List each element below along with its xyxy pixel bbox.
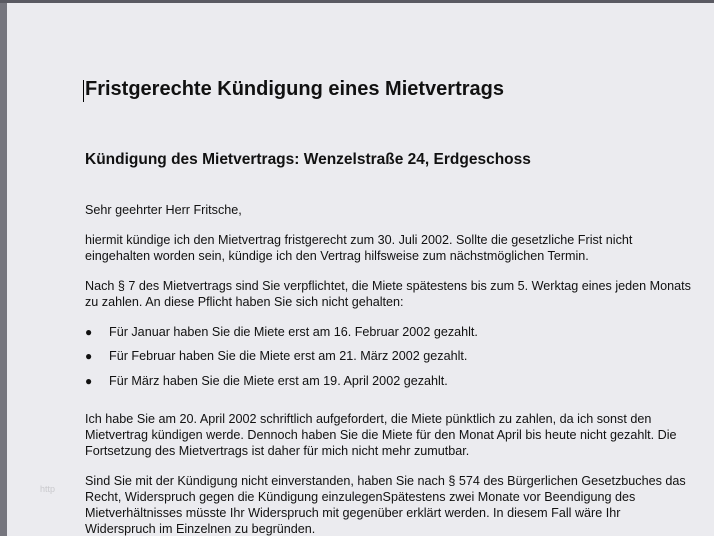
paragraph-line: Sind Sie mit der Kündigung nicht einverstanden, haben Sie nach § 574 des Bürgerlichen Gesetzbuches das: [85, 474, 686, 488]
list-item-text: Für Februar haben Sie die Miete erst am 21. März 2002 gezahlt.: [109, 349, 468, 363]
paragraph-line: Ich habe Sie am 20. April 2002 schriftlich aufgefordert, die Miete pünktlich zu zahlen, da ich sonst den: [85, 412, 652, 426]
text-cursor: [83, 80, 84, 102]
paragraph-line: Nach § 7 des Mietvertrags sind Sie verpflichtet, die Miete spätestens bis zum 5. Werktag eines jeden Monats: [85, 279, 691, 293]
paragraph-line: Mietvertrag kündigen werde. Dennoch haben Sie die Miete für den Monat April bis heute nicht gezahlt. Die: [85, 428, 677, 442]
document-subtitle: Kündigung des Mietvertrags: Wenzelstraße 24, Erdgeschoss: [85, 151, 531, 168]
paragraph-line: hiermit kündige ich den Mietvertrag fristgerecht zum 30. Juli 2002. Sollte die gesetzliche Frist nicht: [85, 233, 633, 247]
paragraph-line: Recht, Widerspruch gegen die Kündigung einzulegenSpätestens zwei Monate vor Beendigung des: [85, 490, 636, 504]
list-item-text: Für März haben Sie die Miete erst am 19. April 2002 gezahlt.: [109, 374, 448, 388]
document-page[interactable]: [7, 3, 714, 536]
paragraph-4: [85, 473, 686, 536]
salutation: Sehr geehrter Herr Fritsche,: [85, 203, 242, 217]
bullet-icon: ●: [85, 374, 93, 388]
document-title: Fristgerechte Kündigung eines Mietvertrags: [85, 78, 504, 100]
watermark: http: [40, 484, 56, 494]
paragraph-line: Widerspruch im Einzelnen zu begründen.: [85, 522, 316, 536]
bullet-icon: ●: [85, 325, 93, 339]
paragraph-2: [85, 278, 691, 310]
paragraph-3: [85, 411, 677, 459]
paragraph-line: Fortsetzung des Mietvertrags ist daher für mich nicht mehr zumutbar.: [85, 444, 470, 458]
paragraph-line: Mietverhältnisses müsste Ihr Widerspruch mit gegenüber erklärt werden. In diesem Fall wäre Ihr: [85, 506, 621, 520]
list-item-text: Für Januar haben Sie die Miete erst am 16. Februar 2002 gezahlt.: [109, 325, 478, 339]
paragraph-line: zu zahlen. An diese Pflicht haben Sie sich nicht gehalten:: [85, 295, 404, 309]
bullet-icon: ●: [85, 349, 93, 363]
paragraph-1: [85, 232, 632, 264]
paragraph-line: eingehalten worden sein, kündige ich den Vertrag hilfsweise zum nächstmöglichen Termin.: [85, 249, 589, 263]
